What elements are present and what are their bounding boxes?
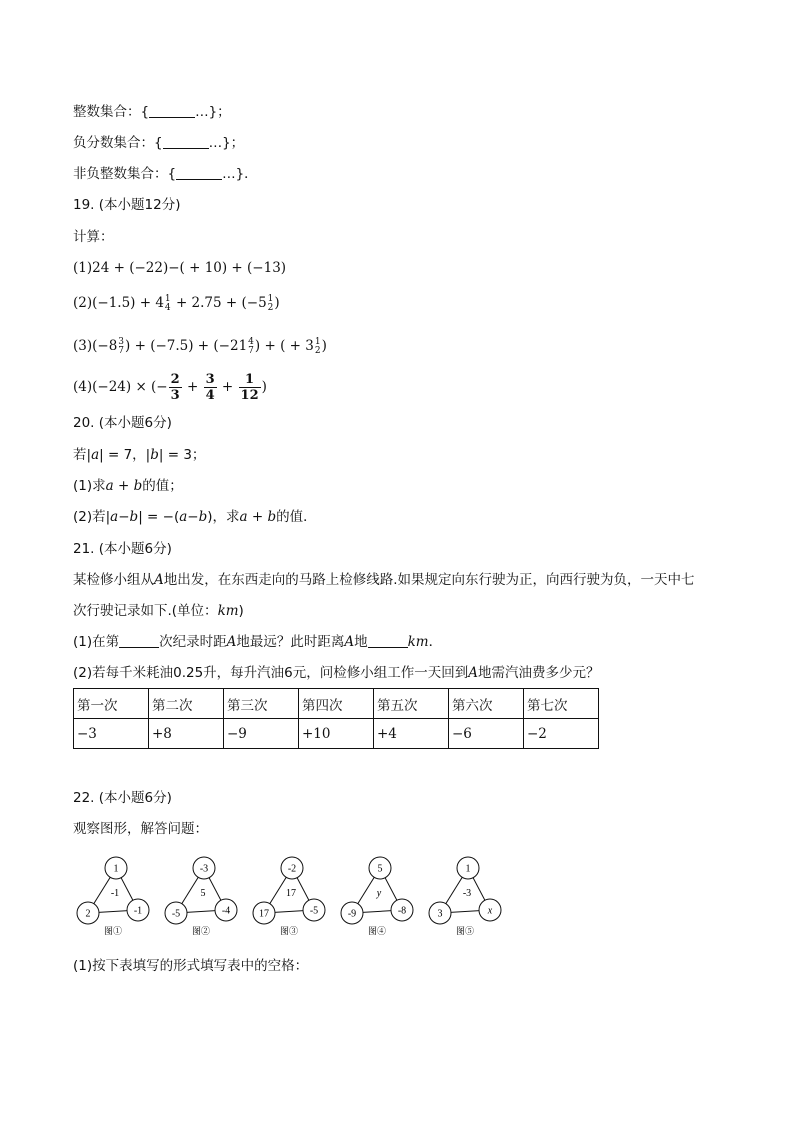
circle-number: 1 xyxy=(113,863,119,875)
table-header-cell: 第六次 xyxy=(449,689,524,719)
table-cell: −6 xyxy=(449,719,524,749)
triangle-figure xyxy=(341,857,413,936)
nonnegative-integer-set-blank[interactable] xyxy=(176,179,222,180)
table-header-cell: 第五次 xyxy=(374,689,449,719)
circle-number: -9 xyxy=(347,908,357,920)
q21-part1: (1)在第 次纪录时距A地最远？此时距离A地 km． xyxy=(73,634,443,650)
circle-number: 17 xyxy=(259,908,269,920)
table-header-cell: 第四次 xyxy=(299,689,374,719)
q22-part1: (1)按下表填写的形式填写表中的空格： xyxy=(73,958,309,974)
negative-fraction-set-blank[interactable] xyxy=(163,148,209,149)
fraction: $\frac{1}{12}$ xyxy=(240,372,259,403)
integer-set-line: 整数集合：{ …}； xyxy=(73,104,231,120)
table-header-cell: 第一次 xyxy=(74,689,149,719)
q22-header: 22. (本小题6分) xyxy=(73,790,172,806)
q19-part1: (1)24 + (−22)−( + 10) + (−13) xyxy=(73,260,287,276)
circle-number: 1 xyxy=(465,863,471,875)
fraction: $\frac{3}{4}$ xyxy=(205,372,215,403)
center-number: y xyxy=(376,888,382,899)
fraction: 1 4 xyxy=(164,293,171,313)
table-cell: −3 xyxy=(74,719,149,749)
fraction: 3 7 xyxy=(118,336,125,356)
circle-number: 2 xyxy=(85,908,91,920)
distance-blank[interactable] xyxy=(368,647,408,648)
q19-part3: (3)(−8 3 7 ) + (−7.5) + (−21 4 7 ) + ( + 3 1 2 ) xyxy=(73,336,327,356)
figure-caption: 图④ xyxy=(367,926,387,936)
q20-header: 20. (本小题6分) xyxy=(73,415,172,431)
q19-part4: (4)(−24) × (− $\frac{2}{3}$ + $\frac{3}{4}$ + $\frac{1}{12}$ ) xyxy=(73,372,267,403)
fraction: 1 2 xyxy=(314,336,321,356)
table-header-cell: 第七次 xyxy=(524,689,599,719)
nonnegative-integer-set-line: 非负整数集合：{ …}． xyxy=(73,166,258,182)
circle-number: -1 xyxy=(133,905,143,917)
driving-record-table xyxy=(73,688,599,749)
negative-fraction-set-line: 负分数集合：{ …}； xyxy=(73,135,245,151)
q19-header: 19. (本小题12分) xyxy=(73,197,181,213)
fraction: $\frac{2}{3}$ xyxy=(170,372,180,403)
triangle-figures xyxy=(74,854,514,940)
q21-part2: (2)若每千米耗油0.25升，每升汽油6元，问检修小组工作一天回到A地需汽油费多少元？ xyxy=(73,665,600,681)
table-cell: +10 xyxy=(299,719,374,749)
circle-number: -5 xyxy=(309,905,319,917)
circle-number: x xyxy=(487,905,493,917)
integer-set-blank[interactable] xyxy=(149,117,195,118)
center-number: 17 xyxy=(286,888,296,899)
triangle-figure xyxy=(165,857,237,936)
q20-given: 若|a| = 7，|b| = 3； xyxy=(73,447,206,463)
triangle-figure xyxy=(253,857,325,936)
figure-caption: 图⑤ xyxy=(455,926,475,936)
table-cell: −9 xyxy=(224,719,299,749)
circle-number: 3 xyxy=(437,908,443,920)
q21-description-line2: 次行驶记录如下.(单位：km) xyxy=(73,603,244,619)
circle-number: -8 xyxy=(397,905,407,917)
table-header-cell: 第三次 xyxy=(224,689,299,719)
q19-part2: (2)(−1.5) + 4 1 4 + 2.75 + (−5 1 2 ) xyxy=(73,293,280,313)
circle-number: -4 xyxy=(221,905,231,917)
q20-part1: (1)求a + b的值； xyxy=(73,478,183,494)
triangle-figure xyxy=(77,857,149,936)
center-number: -1 xyxy=(110,888,120,899)
figure-caption: 图② xyxy=(191,926,211,936)
fraction: 1 2 xyxy=(267,293,274,313)
circle-number: -3 xyxy=(199,863,209,875)
table-header-cell: 第二次 xyxy=(149,689,224,719)
table-header-row xyxy=(74,689,599,719)
triangle-figure xyxy=(429,857,501,936)
circle-number: 5 xyxy=(377,863,383,875)
circle-number: -2 xyxy=(287,863,297,875)
table-cell: +4 xyxy=(374,719,449,749)
q21-header: 21. (本小题6分) xyxy=(73,541,172,557)
table-row xyxy=(74,719,599,749)
table-cell: −2 xyxy=(524,719,599,749)
farthest-record-blank[interactable] xyxy=(119,647,159,648)
figure-caption: 图① xyxy=(103,926,123,936)
q20-part2: (2)若|a−b| = −(a−b)，求a + b的值． xyxy=(73,509,317,525)
center-number: 5 xyxy=(200,888,206,899)
q22-intro: 观察图形，解答问题： xyxy=(73,821,208,837)
figure-caption: 图③ xyxy=(279,926,299,936)
table-cell: +8 xyxy=(149,719,224,749)
q21-description-line1: 某检修小组从A地出发，在东西走向的马路上检修线路.如果规定向东行驶为正，向西行驶为负，一天中七 xyxy=(73,572,695,588)
fraction: 4 7 xyxy=(248,336,254,356)
circle-number: -5 xyxy=(171,908,181,920)
q19-intro: 计算： xyxy=(73,229,114,245)
center-number: -3 xyxy=(462,888,472,899)
